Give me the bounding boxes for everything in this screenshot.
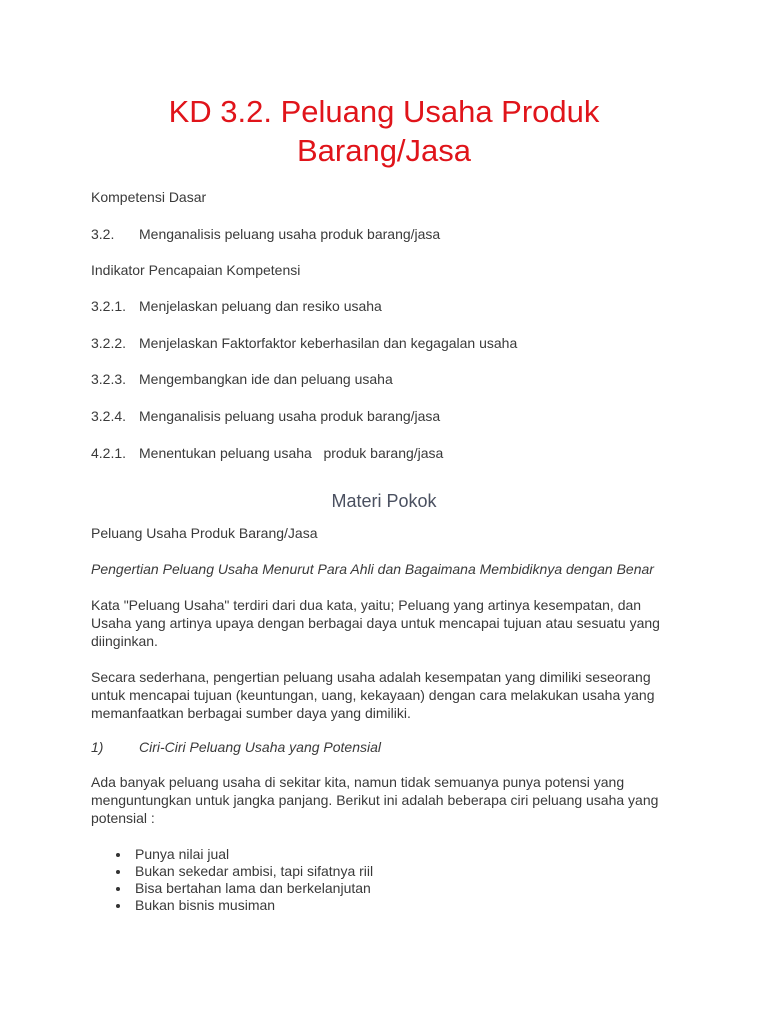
paragraph-line: Secara sederhana, pengertian peluang usaha adalah kesempatan yang dimiliki seseorang bbox=[91, 669, 651, 685]
paragraph-line: potensial : bbox=[91, 810, 155, 826]
bullet-list bbox=[91, 846, 373, 914]
paragraph-1 bbox=[91, 596, 660, 650]
indicator-number: 3.2.3. bbox=[91, 371, 127, 387]
indicator-text: Menjelaskan Faktorfaktor keberhasilan dan kegagalan usaha bbox=[139, 335, 518, 351]
kd-text: Menganalisis peluang usaha produk barang/jasa bbox=[139, 226, 441, 242]
list-item: Bukan bisnis musiman bbox=[91, 897, 373, 914]
indicator-item bbox=[91, 334, 517, 352]
paragraph-line: Kata "Peluang Usaha" terdiri dari dua kata, yaitu; Peluang yang artinya kesempatan, dan bbox=[91, 597, 642, 613]
indicator-item bbox=[91, 370, 393, 388]
indicator-item bbox=[91, 407, 440, 425]
indicator-number: 4.2.1. bbox=[91, 445, 127, 461]
list-item: Bukan sekedar ambisi, tapi sifatnya riil bbox=[91, 863, 373, 880]
italic-heading-text: Pengertian Peluang Usaha Menurut Para Ahli dan Bagaimana Membidiknya dengan Benar bbox=[91, 561, 654, 577]
materi-topic: Peluang Usaha Produk Barang/Jasa bbox=[91, 525, 318, 541]
indicator-text: Mengembangkan ide dan peluang usaha bbox=[139, 371, 393, 387]
indicator-number: 3.2.1. bbox=[91, 298, 127, 314]
section-heading bbox=[91, 738, 381, 756]
indicator-text: Menjelaskan peluang dan resiko usaha bbox=[139, 298, 382, 314]
materi-heading: Materi Pokok bbox=[331, 491, 437, 511]
indicator-item bbox=[91, 297, 382, 315]
kd-number: 3.2. bbox=[91, 226, 115, 242]
kd-heading: Kompetensi Dasar bbox=[91, 189, 207, 205]
italic-heading bbox=[91, 560, 654, 578]
indicator-number: 3.2.2. bbox=[91, 335, 127, 351]
section-number: 1) bbox=[91, 739, 104, 755]
paragraph-line: Ada banyak peluang usaha di sekitar kita, namun tidak semuanya punya potensi yang bbox=[91, 774, 625, 790]
indicator-text: Menentukan peluang usaha produk barang/jasa bbox=[139, 445, 444, 461]
indicator-number: 3.2.4. bbox=[91, 408, 127, 424]
paragraph-line: menguntungkan untuk jangka panjang. Berikut ini adalah beberapa ciri peluang usaha yang bbox=[91, 792, 659, 808]
list-item: Punya nilai jual bbox=[91, 846, 373, 863]
paragraph-3 bbox=[91, 773, 658, 827]
title-line-2: Barang/Jasa bbox=[296, 133, 472, 168]
section-title: Ciri-Ciri Peluang Usaha yang Potensial bbox=[139, 739, 382, 755]
indicator-item bbox=[91, 444, 443, 462]
kd-item bbox=[91, 225, 440, 243]
indicator-text: Menganalisis peluang usaha produk barang/jasa bbox=[139, 408, 441, 424]
document-title bbox=[0, 92, 768, 170]
paragraph-line: Usaha yang artinya upaya dengan berbagai daya untuk mencapai tujuan atau sesuatu yang bbox=[91, 615, 660, 631]
paragraph-line: memanfaatkan berbagai sumber daya yang dimiliki. bbox=[91, 705, 411, 721]
paragraph-line: diinginkan. bbox=[91, 633, 158, 649]
list-item: Bisa bertahan lama dan berkelanjutan bbox=[91, 880, 373, 897]
paragraph-2 bbox=[91, 668, 655, 722]
ipk-heading: Indikator Pencapaian Kompetensi bbox=[91, 262, 301, 278]
paragraph-line: untuk mencapai tujuan (keuntungan, uang, kekayaan) dengan cara melakukan usaha yang bbox=[91, 687, 655, 703]
title-line-1: KD 3.2. Peluang Usaha Produk bbox=[168, 94, 600, 129]
